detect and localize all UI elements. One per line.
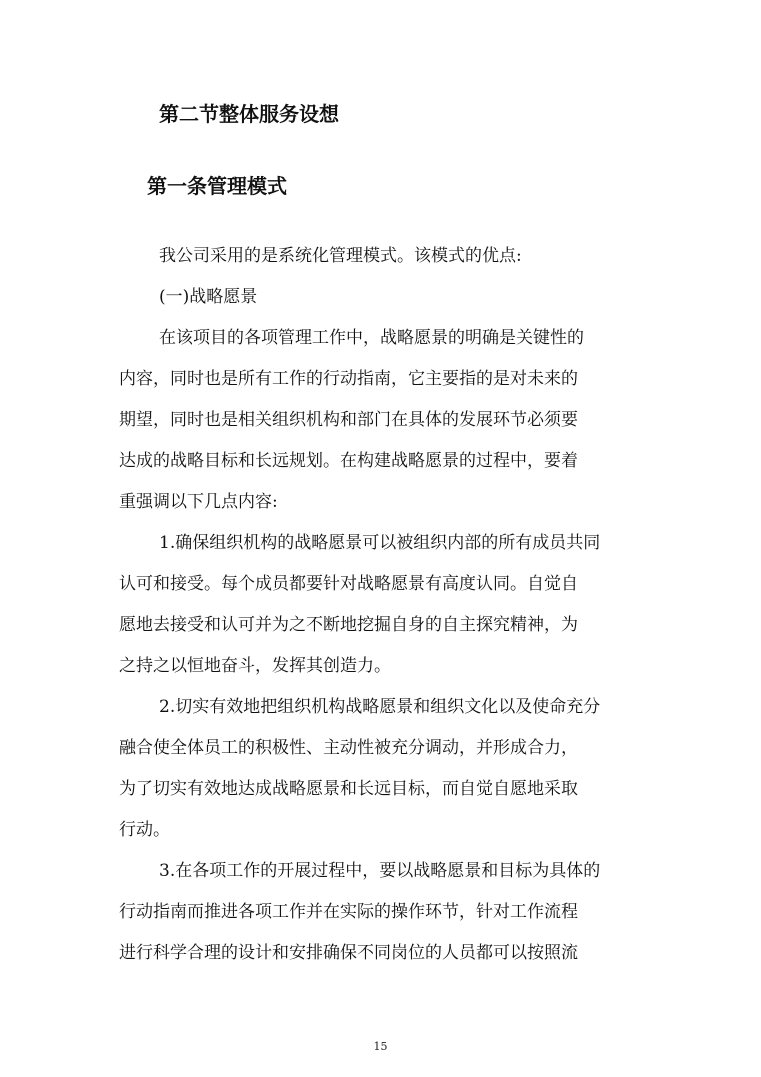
paragraph-intro [119,236,649,277]
section-heading: 第二节整体服务设想 [159,102,339,126]
text-line: 期望，同时也是相关组织机构和部门在具体的发展环节必须要 [119,410,578,430]
text-line: 行动。 [119,820,170,840]
paragraph-subheading [119,277,649,318]
text-line: 认可和接受。每个成员都要针对战略愿景有高度认同。自觉自 [119,574,578,594]
article-heading: 第一条管理模式 [147,174,287,198]
text-line: 之持之以恒地奋斗，发挥其创造力。 [119,656,391,676]
text-line: (一)战略愿景 [159,287,258,307]
text-line: 为了切实有效地达成战略愿景和长远目标，而自觉自愿地采取 [119,779,578,799]
text-line: 3.在各项工作的开展过程中，要以战略愿景和目标为具体的 [159,861,601,881]
text-line: 2.切实有效地把组织机构战略愿景和组织文化以及使命充分 [159,697,601,717]
text-line: 达成的战略目标和长远规划。在构建战略愿景的过程中，要着 [119,451,578,471]
text-line: 我公司采用的是系统化管理模式。该模式的优点: [159,246,522,266]
text-line: 行动指南而推进各项工作并在实际的操作环节，针对工作流程 [119,902,578,922]
paragraph-point-3 [119,851,649,974]
text-line: 内容，同时也是所有工作的行动指南，它主要指的是对未来的 [119,369,578,389]
text-line: 进行科学合理的设计和安排确保不同岗位的人员都可以按照流 [119,943,578,963]
text-line: 在该项目的各项管理工作中，战略愿景的明确是关键性的 [159,328,584,348]
text-line: 融合使全体员工的积极性、主动性被充分调动，并形成合力， [119,738,578,758]
page-number: 15 [373,1040,388,1053]
body-text [119,236,649,974]
text-line: 1.确保组织机构的战略愿景可以被组织内部的所有成员共同 [159,533,601,553]
text-line: 愿地去接受和认可并为之不断地挖掘自身的自主探究精神，为 [119,615,578,635]
text-line: 重强调以下几点内容: [119,492,278,512]
paragraph-point-1 [119,523,649,687]
paragraph-point-2 [119,687,649,851]
paragraph-strategic-vision [119,318,649,523]
